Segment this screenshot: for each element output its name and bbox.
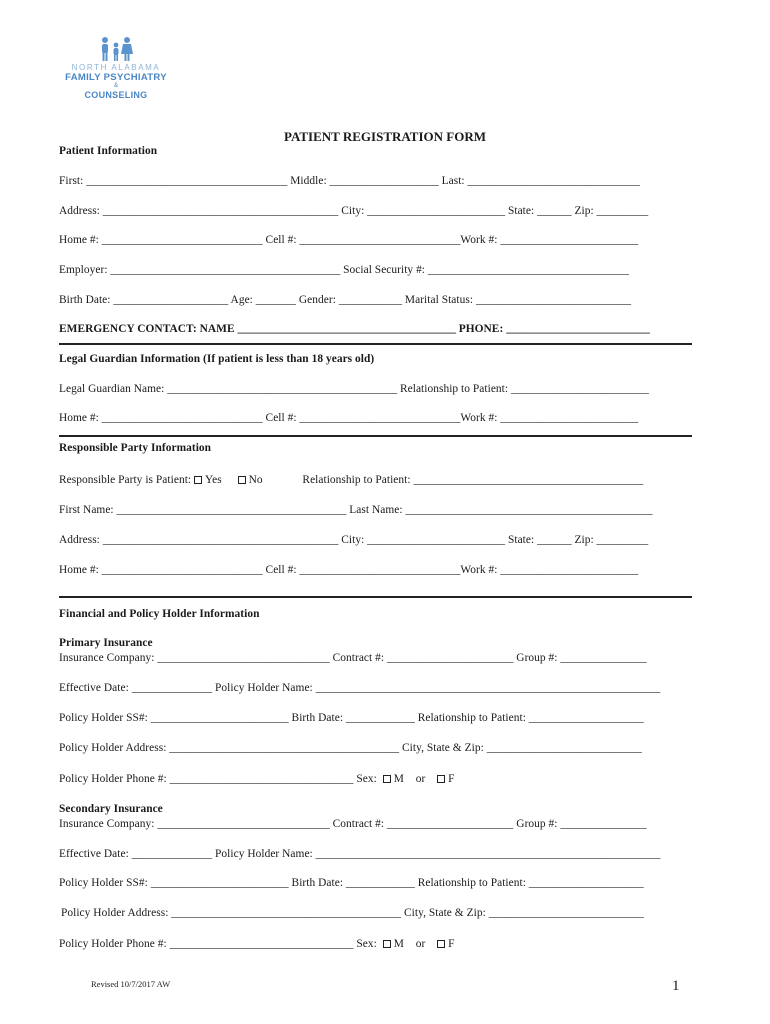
secondary-effective-row[interactable]: Effective Date: ______________ Policy Holder Name: ____________________________________________________________ — [59, 848, 661, 860]
form-title: PATIENT REGISTRATION FORM — [283, 129, 486, 144]
financial-heading: Financial and Policy Holder Information — [59, 608, 260, 620]
no-checkbox[interactable] — [238, 476, 246, 484]
primary-male-label: M — [393, 773, 404, 785]
secondary-phone-row — [59, 938, 693, 950]
section-divider — [59, 596, 692, 598]
primary-phone-row — [59, 773, 693, 785]
logo-line-4: COUNSELING — [84, 90, 148, 100]
primary-ss-row[interactable]: Policy Holder SS#: ________________________ Birth Date: ____________ Relationship to Patient: ____________________ — [59, 712, 644, 724]
section-divider — [59, 343, 692, 345]
emergency-contact-row[interactable]: EMERGENCY CONTACT: NAME ______________________________________ PHONE: _________________________ — [59, 323, 650, 335]
responsible-heading: Responsible Party Information — [59, 442, 212, 454]
patient-address-row[interactable]: Address: _________________________________________ City: ________________________ State: ______ Zip: _________ — [59, 205, 649, 217]
revision-note: Revised 10/7/2017 AW — [91, 979, 171, 989]
family-figures-icon — [96, 36, 136, 62]
primary-male-checkbox[interactable] — [383, 775, 391, 783]
responsible-is-patient-label: Responsible Party is Patient: — [59, 474, 192, 486]
secondary-female-checkbox[interactable] — [437, 940, 445, 948]
secondary-phone-field[interactable]: Policy Holder Phone #: ________________________________ Sex: — [59, 938, 377, 950]
logo-line-2: FAMILY PSYCHIATRY — [65, 72, 167, 83]
responsible-name-row[interactable]: First Name: ________________________________________ Last Name: ___________________________________________ — [59, 504, 653, 516]
responsible-phone-row[interactable]: Home #: ____________________________ Cell #: ____________________________Work #: ________________________ — [59, 564, 639, 576]
section-divider — [59, 435, 692, 437]
patient-birth-row[interactable]: Birth Date: ____________________ Age: _______ Gender: ___________ Marital Status: ___________________________ — [59, 294, 632, 306]
logo-ampersand: & — [113, 83, 118, 89]
yes-label: Yes — [205, 474, 222, 486]
guardian-name-row[interactable]: Legal Guardian Name: ________________________________________ Relationship to Patient: ________________________ — [59, 383, 649, 395]
responsible-address-row[interactable]: Address: _________________________________________ City: ________________________ State: ______ Zip: _________ — [59, 534, 649, 546]
primary-female-label: F — [448, 773, 455, 785]
patient-info-heading: Patient Information — [59, 145, 158, 157]
patient-employer-row[interactable]: Employer: ________________________________________ Social Security #: ___________________________________ — [59, 264, 630, 276]
no-label: No — [248, 474, 263, 486]
secondary-male-checkbox[interactable] — [383, 940, 391, 948]
yes-checkbox[interactable] — [194, 476, 202, 484]
secondary-female-label: F — [448, 938, 455, 950]
primary-female-checkbox[interactable] — [437, 775, 445, 783]
secondary-ss-row[interactable]: Policy Holder SS#: ________________________ Birth Date: ____________ Relationship to Patient: ____________________ — [59, 877, 644, 889]
secondary-male-label: M — [393, 938, 404, 950]
practice-logo — [60, 36, 172, 100]
patient-name-row[interactable]: First: ___________________________________ Middle: ___________________ Last: ______________________________ — [59, 175, 640, 187]
guardian-phone-row[interactable]: Home #: ____________________________ Cell #: ____________________________Work #: ________________________ — [59, 412, 639, 424]
primary-or-label: or — [415, 773, 426, 785]
primary-company-row[interactable]: Insurance Company: ______________________________ Contract #: ______________________ Group #: _______________ — [59, 652, 647, 664]
responsible-relationship-field[interactable]: Relationship to Patient: ________________________________________ — [302, 474, 644, 486]
secondary-or-label: or — [415, 938, 426, 950]
primary-phone-field[interactable]: Policy Holder Phone #: ________________________________ Sex: — [59, 773, 377, 785]
primary-insurance-heading: Primary Insurance — [59, 637, 153, 649]
primary-effective-row[interactable]: Effective Date: ______________ Policy Holder Name: ____________________________________________________________ — [59, 682, 661, 694]
guardian-heading: Legal Guardian Information (If patient is less than 18 years old) — [59, 353, 375, 365]
primary-address-row[interactable]: Policy Holder Address: ________________________________________ City, State & Zip: ___________________________ — [59, 742, 642, 754]
patient-phone-row[interactable]: Home #: ____________________________ Cell #: ____________________________Work #: ________________________ — [59, 234, 639, 246]
responsible-is-patient-row — [59, 474, 693, 486]
page-number: 1 — [672, 978, 680, 994]
secondary-address-row[interactable]: Policy Holder Address: ________________________________________ City, State & Zip: ___________________________ — [61, 907, 644, 919]
secondary-company-row[interactable]: Insurance Company: ______________________________ Contract #: ______________________ Group #: _______________ — [59, 818, 647, 830]
logo-line-1: NORTH ALABAMA — [71, 63, 161, 72]
secondary-insurance-heading: Secondary Insurance — [59, 803, 163, 815]
